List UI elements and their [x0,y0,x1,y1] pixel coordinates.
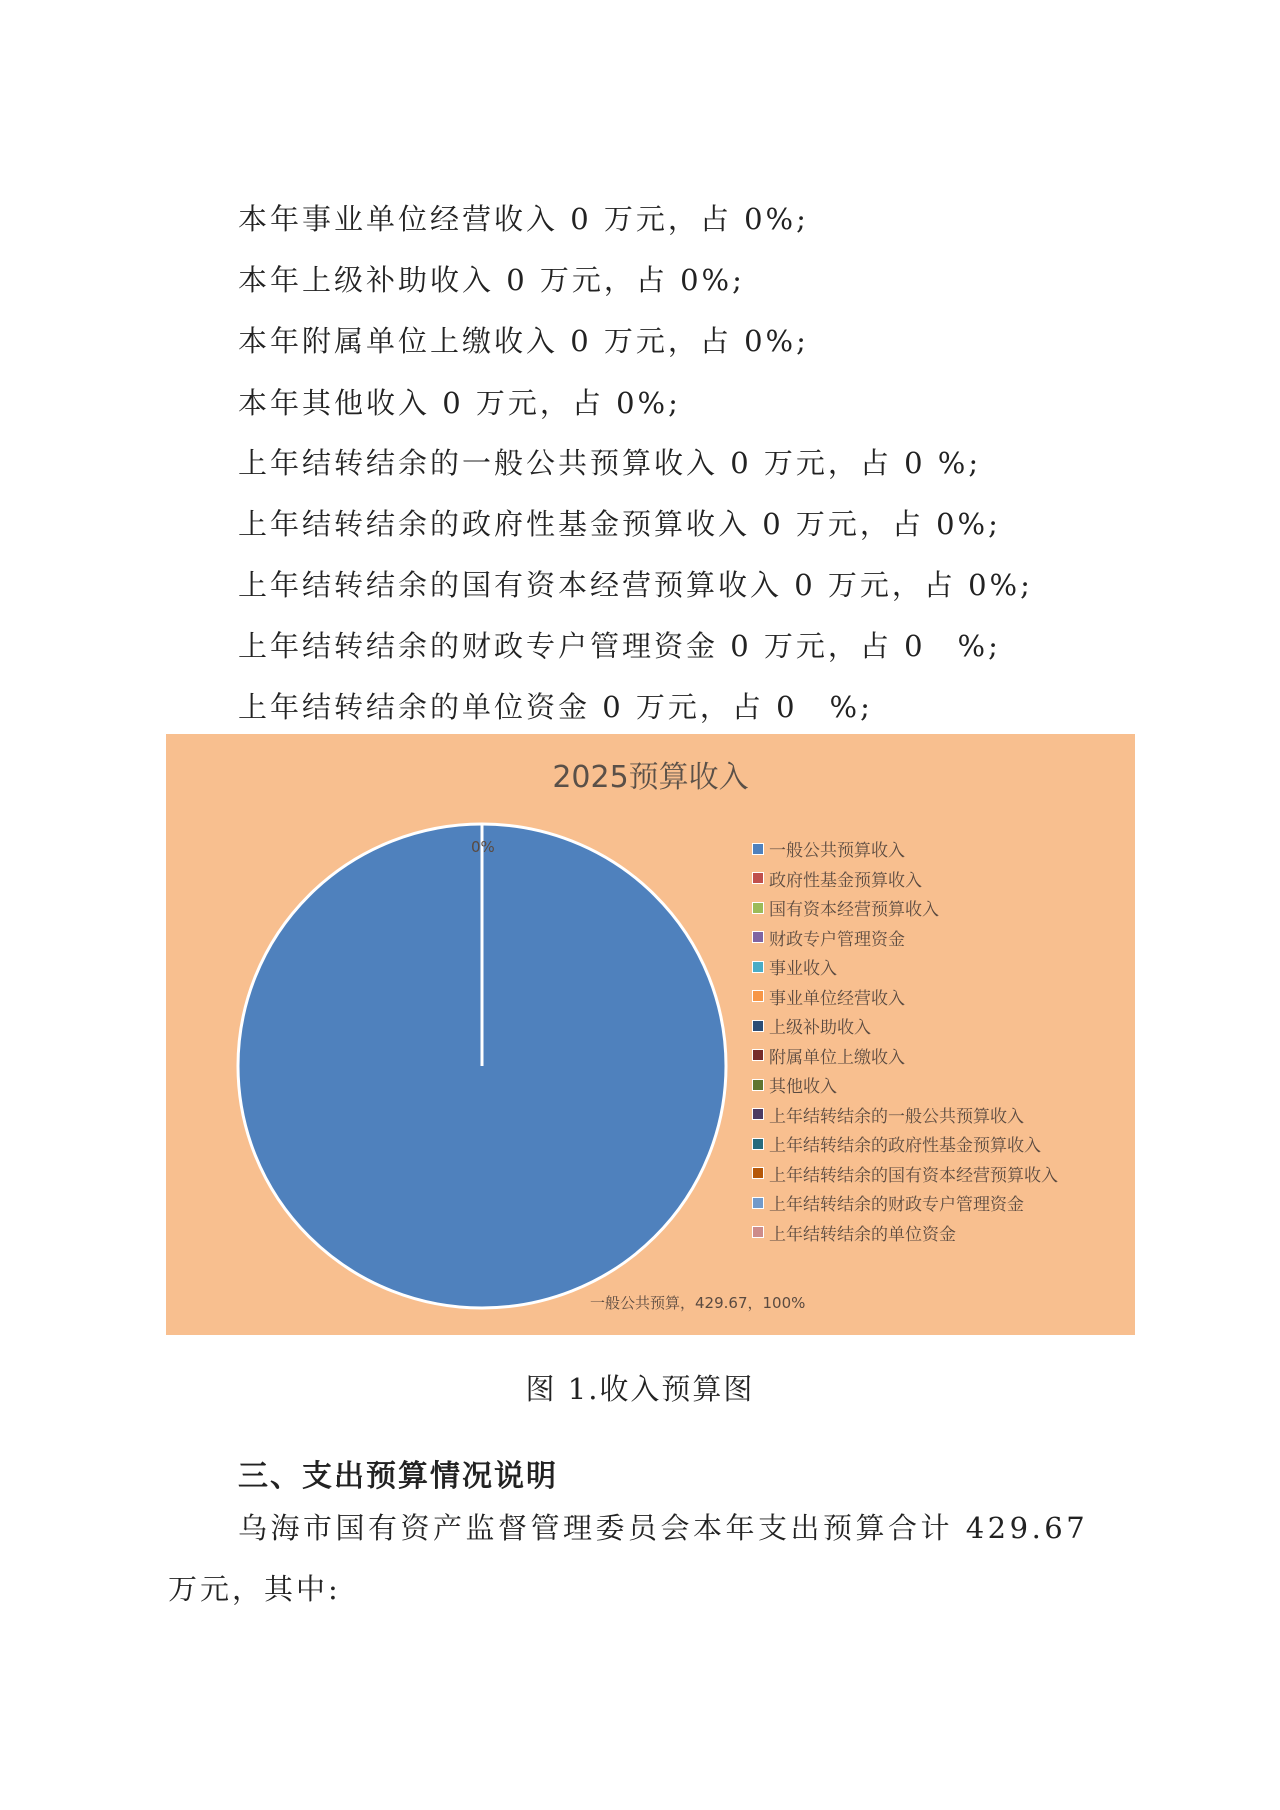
legend-item [752,864,1058,894]
legend-label: 上年结转结余的国有资本经营预算收入 [769,1165,1058,1186]
legend-item [752,982,1058,1012]
legend-item [752,1129,1058,1159]
legend-swatch [752,990,764,1002]
paragraph-line: 乌海市国有资产监督管理委员会本年支出预算合计 429.67 [238,1511,1089,1545]
text-line: 本年事业单位经营收入 0 万元，占 0%; [238,202,809,236]
text-line: 上年结转结余的政府性基金预算收入 0 万元，占 0%; [238,507,1001,541]
legend-swatch [752,931,764,943]
legend-label: 上年结转结余的财政专户管理资金 [769,1195,1024,1216]
legend-swatch [752,1108,764,1120]
legend-label: 上年结转结余的政府性基金预算收入 [769,1136,1041,1157]
legend-item [752,1041,1058,1071]
paragraph-line: 万元，其中: [168,1572,341,1606]
legend-label: 财政专户管理资金 [769,929,905,950]
text-line: 上年结转结余的国有资本经营预算收入 0 万元，占 0%; [238,568,1033,602]
legend-item [752,1100,1058,1130]
legend-label: 上级补助收入 [769,1018,871,1039]
legend-label: 事业收入 [769,959,837,980]
legend-swatch [752,1049,764,1061]
legend-swatch [752,843,764,855]
section-heading: 三、支出预算情况说明 [238,1459,558,1494]
legend-label: 一般公共预算收入 [769,841,905,862]
legend-label: 上年结转结余的单位资金 [769,1224,956,1245]
legend-swatch [752,1079,764,1091]
legend-swatch [752,1197,764,1209]
figure-caption: 图 1.收入预算图 [525,1372,755,1406]
legend-item [752,1070,1058,1100]
text-line: 本年附属单位上缴收入 0 万元，占 0%; [238,324,809,358]
legend-label: 国有资本经营预算收入 [769,900,939,921]
text-line: 上年结转结余的单位资金 0 万元，占 0 %; [238,690,873,724]
chart-title: 2025预算收入 [552,760,749,795]
legend-swatch [752,1167,764,1179]
legend-label: 其他收入 [769,1077,837,1098]
text-line: 本年上级补助收入 0 万元，占 0%; [238,263,745,297]
legend-item [752,952,1058,982]
legend-swatch [752,961,764,973]
legend-swatch [752,902,764,914]
zero-percent-label: 0% [471,838,495,856]
legend-label: 政府性基金预算收入 [769,870,922,891]
legend-label: 事业单位经营收入 [769,988,905,1009]
text-line: 上年结转结余的一般公共预算收入 0 万元，占 0 %; [238,446,982,480]
text-line: 上年结转结余的财政专户管理资金 0 万元，占 0 %; [238,629,1001,663]
legend-swatch [752,1138,764,1150]
text-line: 本年其他收入 0 万元，占 0%; [238,386,681,420]
legend-swatch [752,872,764,884]
legend-swatch [752,1020,764,1032]
legend-item [752,1011,1058,1041]
legend-item [752,1159,1058,1189]
legend-item [752,834,1058,864]
main-slice-label: 一般公共预算，429.67，100% [590,1294,806,1312]
legend-item [752,923,1058,953]
legend-item [752,893,1058,923]
legend-label: 上年结转结余的一般公共预算收入 [769,1106,1024,1127]
legend-label: 附属单位上缴收入 [769,1047,905,1068]
legend-item [752,1188,1058,1218]
income-pie-chart [166,734,1135,1335]
legend-item [752,1218,1058,1248]
legend-swatch [752,1226,764,1238]
chart-legend [752,834,1058,1247]
